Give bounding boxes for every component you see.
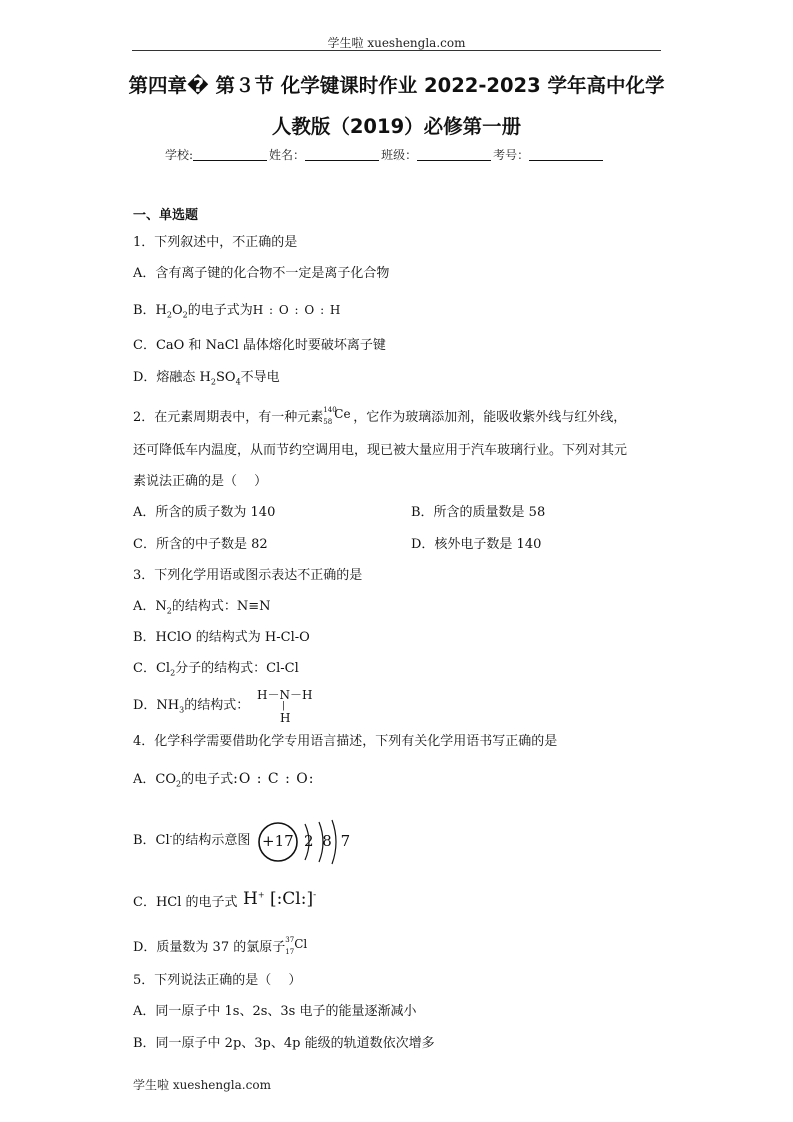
q5-option-a: A．同一原子中 1s、2s、3s 电子的能量逐渐减小 [133,1004,417,1019]
name-label: 姓名： [269,148,306,162]
q2-option-c: C．所含的中子数是 82 [133,537,268,552]
ce-nuclide: 140 58 Ce [323,406,351,426]
nh3-structure: H－N－H | H [257,688,313,725]
header-site: 学生啦 xueshengla.com [327,36,466,50]
q2-stem-line3: 素说法正确的是（ ） [133,474,268,489]
name-blank [305,148,379,161]
q4-option-a: A．$CO_2$的电子式:O : C : O: [133,771,315,789]
school-label: 学校: [165,148,194,162]
q5-stem: 5．下列说法正确的是（ ） [133,973,302,988]
q3-option-a: A．$N_2$的结构式：N≡N [133,599,271,616]
q3-option-c: C．$Cl_2$分子的结构式：Cl-Cl [133,661,299,678]
footer-site: 学生啦 xueshengla.com [133,1078,271,1092]
student-info-line [165,146,605,163]
hcl-electron-formula: H+ [:Cl:]- [243,889,317,909]
class-blank [417,148,491,161]
q1-stem: 1．下列叙述中，不正确的是 [133,235,298,250]
cl37-nuclide: 37 17 Cl [285,936,308,956]
co2-electron-formula: :O : C : O: [233,771,315,787]
q2-option-b: B．所含的质量数是 58 [411,505,546,520]
q2-option-d: D．核外电子数是 140 [411,537,542,552]
exam-no-blank [529,148,603,161]
cl-ion-structure-diagram [257,818,351,866]
school-blank [193,148,267,161]
header-divider [132,50,661,51]
q2-option-a: A．所含的质子数为 140 [133,505,276,520]
page-title-line2: 人教版（2019）必修第一册 [271,115,522,138]
q4-option-d: D．质量数为 37 的氯原子 37 17 Cl [133,936,308,956]
q5-option-b: B．同一原子中 2p、3p、4p 能级的轨道数依次增多 [133,1036,435,1051]
electron-shells: 2 8 7 [304,832,351,850]
section-heading: 一、单选题 [133,208,199,223]
h2o2-electron-formula: H : O : O : H [252,303,342,317]
q2-stem-line1: 2．在元素周期表中，有一种元素 140 58 Ce ，它作为玻璃添加剂，能吸收紫外线与红外线， [133,406,627,426]
q1-option-d: D．熔融态 $H_2SO_4$不导电 [133,370,280,387]
q3-option-b: B．HClO 的结构式为 H-Cl-O [133,630,310,645]
q1-option-b: B．$H_2O_2$的电子式为H : O : O : H [133,303,342,320]
q1-option-c: C．CaO 和 NaCl 晶体熔化时要破坏离子键 [133,338,386,353]
q4-option-b: B．Cl-的结构示意图 [133,831,251,848]
q4-option-c: C．HCl 的电子式 [133,895,238,910]
nucleus-charge: +17 [262,832,294,850]
q4-stem: 4．化学科学需要借助化学专用语言描述，下列有关化学用语书写正确的是 [133,734,558,749]
q3-stem: 3．下列化学用语或图示表达不正确的是 [133,568,363,583]
q3-option-d: D．$NH_3$的结构式： [133,698,250,715]
exam-no-label: 考号： [493,148,530,162]
q1-option-a: A．含有离子键的化合物不一定是离子化合物 [133,266,390,281]
q2-stem-line2: 还可降低车内温度，从而节约空调用电，现已被大量应用于汽车玻璃行业。下列对其元 [133,443,628,458]
page-title-line1: 第四章� 第３节 化学键课时作业 2022-2023 学年高中化学 [128,74,665,97]
class-label: 班级： [381,148,418,162]
